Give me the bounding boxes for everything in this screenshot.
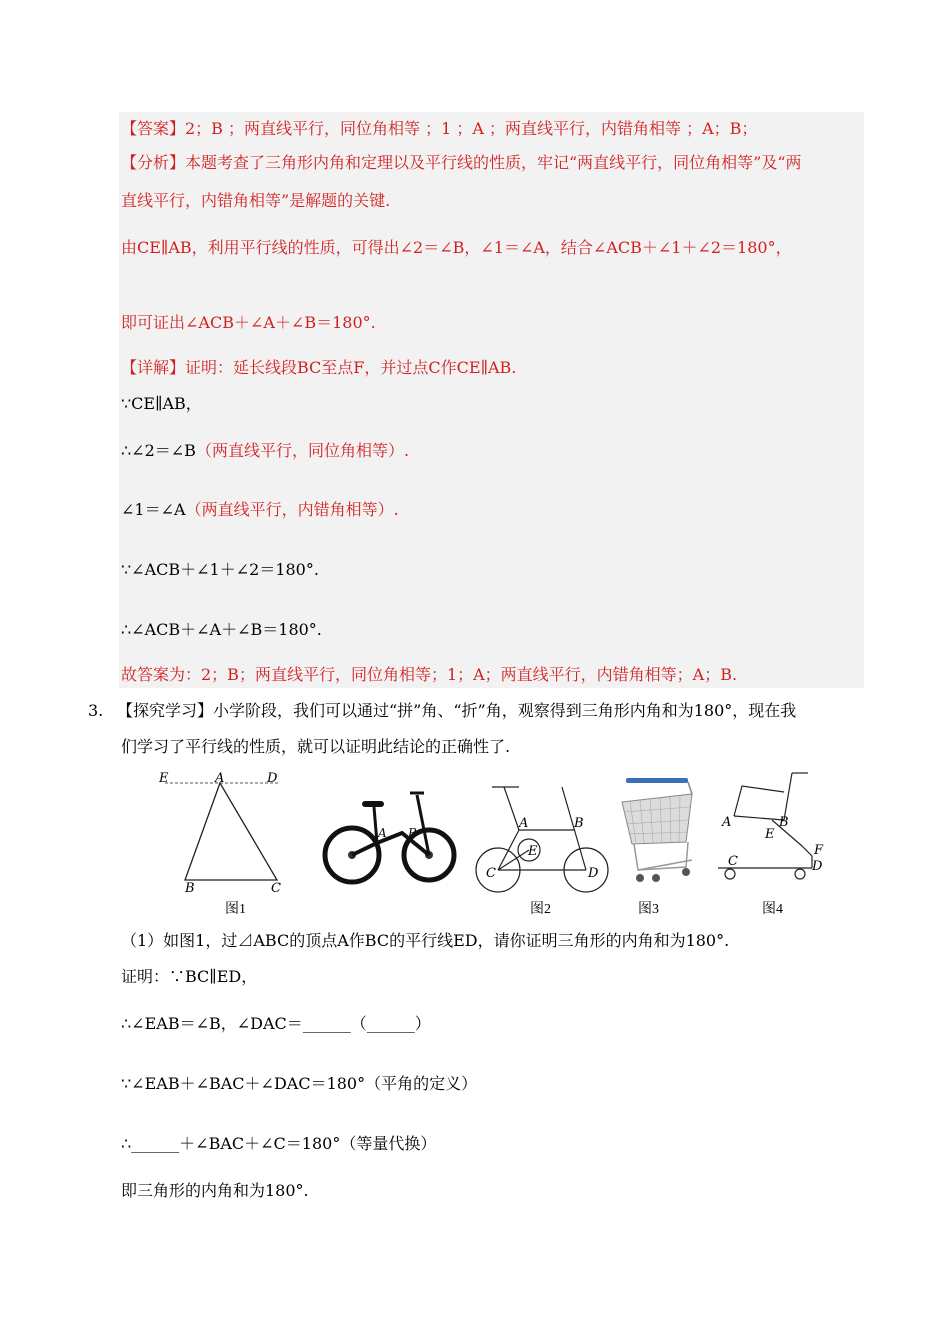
shopping-cart-illustration (616, 772, 708, 892)
proof-line-2 (121, 440, 409, 462)
figure-1-triangle (155, 768, 295, 898)
figure-2-bike-diagram (474, 775, 614, 895)
fig2-label-c: C (486, 866, 496, 881)
question-intro-2: 们学习了平行线的性质，就可以证明此结论的正确性了. (121, 737, 511, 756)
fig4-label-e: E (765, 827, 775, 842)
analysis-line-3: 由CE∥AB，利用平行线的性质，可得出∠2＝∠B，∠1＝∠A，结合∠ACB＋∠1＋∠2＝180°， (121, 238, 792, 257)
proof-line-3 (121, 499, 399, 521)
bicycle-illustration (322, 785, 457, 890)
proof-line-1: ∵CE∥AB， (121, 394, 202, 413)
figure-4-caption: 图4 (762, 902, 783, 917)
question-number: 3. (88, 701, 104, 720)
proof-line-4: ∵∠ACB＋∠1＋∠2＝180°. (121, 560, 319, 579)
analysis-line-2: 直线平行，内错角相等”是解题的关键. (121, 191, 391, 210)
fig2-label-e: E (528, 844, 538, 859)
fig4-label-a: A (722, 815, 732, 830)
fill-step-2: ∵∠EAB＋∠BAC＋∠DAC＝180°（平角的定义） (121, 1074, 478, 1093)
conclusion-line: 即三角形的内角和为180°. (121, 1181, 309, 1200)
detail-line: 【详解】证明：延长线段BC至点F，并过点C作CE∥AB. (121, 358, 517, 377)
proof-line-2-reason: （两直线平行，同位角相等）. (195, 441, 410, 460)
fig2-label-b: B (574, 816, 584, 831)
fig1-label-a: A (215, 771, 225, 786)
fig4-label-f: F (814, 843, 824, 858)
fig4-label-b: B (779, 815, 789, 830)
fig2-label-d: D (588, 866, 599, 881)
figure-3-caption: 图3 (638, 902, 659, 917)
fig1-label-e: E (159, 771, 169, 786)
fig1-label-d: D (267, 771, 278, 786)
proof-title: 证明：∵BC∥ED， (121, 967, 258, 986)
bike-label-a: A (378, 826, 387, 840)
bike-label-b: B (408, 826, 417, 840)
fig1-label-c: C (271, 881, 281, 896)
answer-line: 【答案】2；B ；两直线平行，同位角相等 ；1 ；A ；两直线平行，内错角相等 ；A；B； (121, 119, 758, 138)
fig4-label-d: D (812, 859, 823, 874)
figure-4-cart-diagram (712, 768, 837, 888)
fill-step-3: ∴______＋∠BAC＋∠C＝180°（等量代换） (121, 1134, 437, 1153)
proof-line-2-math: ∴∠2＝∠B (121, 441, 196, 460)
proof-line-3-math: ∠1＝∠A (121, 500, 186, 519)
analysis-line-1: 【分析】本题考查了三角形内角和定理以及平行线的性质，牢记“两直线平行，同位角相等”及“两 (121, 153, 802, 172)
fig2-label-a: A (519, 816, 529, 831)
fig1-label-b: B (185, 881, 195, 896)
fig4-label-c: C (728, 854, 738, 869)
part-1-prompt: （1）如图1，过⊿ABC的顶点A作BC的平行线ED，请你证明三角形的内角和为180°. (121, 931, 730, 950)
final-answer-line: 故答案为：2；B；两直线平行，同位角相等；1；A；两直线平行，内错角相等；A；B. (121, 665, 738, 684)
proof-line-5: ∴∠ACB＋∠A＋∠B＝180°. (121, 620, 322, 639)
analysis-line-4: 即可证出∠ACB＋∠A＋∠B＝180°. (121, 313, 376, 332)
figure-1-caption: 图1 (225, 902, 246, 917)
question-intro-1: 【探究学习】小学阶段，我们可以通过“拼”角、“折”角，观察得到三角形内角和为180°，现在我 (117, 701, 797, 720)
figure-2-caption: 图2 (530, 902, 551, 917)
proof-line-3-reason: （两直线平行，内错角相等）. (185, 500, 399, 519)
fill-step-1: ∴∠EAB＝∠B，∠DAC＝______（______） (121, 1014, 431, 1033)
